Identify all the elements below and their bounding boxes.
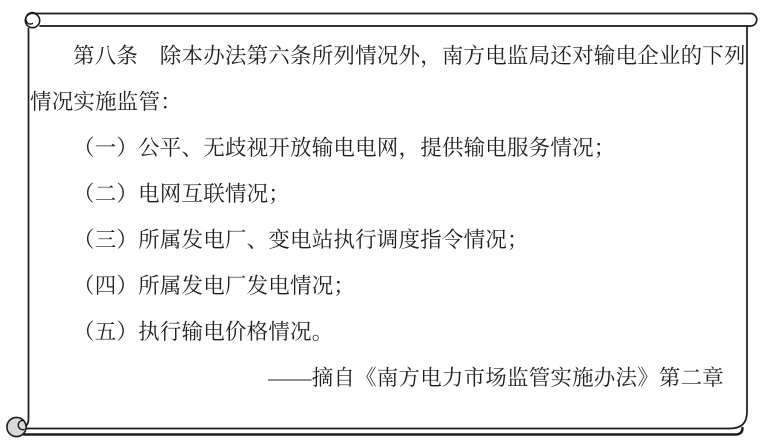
article-heading-continuation: 情况实施监管：: [30, 90, 182, 114]
top-roll-band: [31, 14, 757, 27]
list-item-4: （四）所属发电厂发电情况；: [73, 274, 356, 298]
source-attribution: ——摘自《南方电力市场监管实施办法》第二章: [268, 366, 724, 390]
list-item-1: （一）公平、无歧视开放输电电网，提供输电服务情况；: [73, 136, 616, 160]
list-item-5: （五）执行输电价格情况。: [73, 320, 334, 344]
text-block: [30, 33, 746, 401]
sheet-left-edge: [24, 29, 29, 428]
list-item-2: （二）电网互联情况；: [73, 182, 291, 206]
article-heading-line: 第八条 除本办法第六条所列情况外，南方电监局还对输电企业的下列: [73, 44, 746, 68]
list-item-3: （三）所属发电厂、变电站执行调度指令情况；: [73, 228, 529, 252]
